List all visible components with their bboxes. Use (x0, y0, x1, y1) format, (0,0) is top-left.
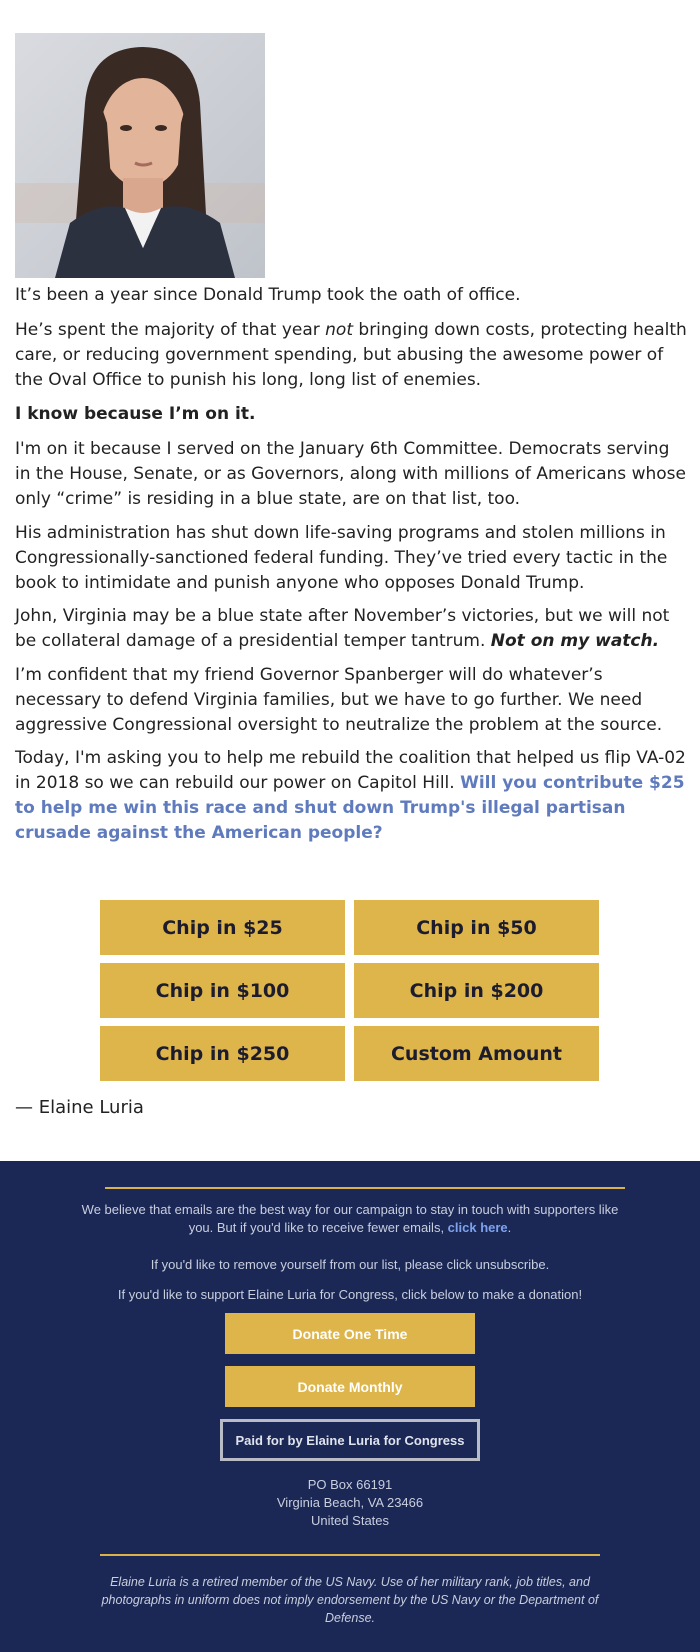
paragraph-intro-text: It’s been a year since Donald Trump took the oath of office. (15, 285, 521, 305)
donate-one-time-button[interactable]: Donate One Time (225, 1313, 475, 1354)
footer-bottom-rule (100, 1554, 600, 1556)
paragraph-ask-text: Today, I'm asking you to help me rebuild the coalition that helped us flip VA-02 in 2018 so we can rebuild our power on Capitol Hill. (15, 748, 686, 793)
fewer-emails-period: . (507, 1220, 512, 1235)
support-notice: If you'd like to support Elaine Luria for Congress, click below to make a donation! (117, 1287, 583, 1302)
chip-in-200-button[interactable]: Chip in $200 (354, 963, 599, 1018)
click-here-link[interactable]: click here (447, 1220, 508, 1235)
paragraph-on-list (15, 402, 687, 427)
footer (0, 1161, 700, 1652)
paragraph-majority-emphasis: not (325, 320, 353, 340)
paragraph-majority (15, 318, 687, 393)
address-line-3: United States (310, 1513, 390, 1528)
fewer-emails-text: We believe that emails are the best way for our campaign to stay in touch with supporters like you. But if you'd like to receive fewer emails, (81, 1202, 619, 1235)
paid-for-disclaimer: Paid for by Elaine Luria for Congress (220, 1419, 480, 1461)
paragraph-administration-text: His administration has shut down life-saving programs and stolen millions in Congressionally-sanctioned federal funding. They’ve tried every tactic in the book to intimidate and punish anyone who opposes Donald Trump. (15, 523, 668, 593)
chip-in-25-button[interactable]: Chip in $25 (100, 900, 345, 955)
paragraph-spanberger-text: I’m confident that my friend Governor Spanberger will do whatever’s necessary to defend Virginia families, but we have to go further. We need aggressive Congressional oversight to neutralize the problem at the source. (15, 665, 663, 735)
paragraph-committee (15, 437, 687, 512)
paragraph-ask (15, 746, 687, 846)
paragraph-majority-text-b: bringing down costs, protecting health care, or reducing government spending, but abusing the awesome power of the Oval Office to punish his long, long list of enemies. (15, 320, 687, 390)
signature: — Elaine Luria (15, 1097, 144, 1118)
paragraph-on-list-text: I know because I’m on it. (15, 404, 256, 424)
footer-top-rule (105, 1187, 625, 1189)
paragraph-majority-text-a: He’s spent the majority of that year (15, 320, 326, 340)
address-line-1: PO Box 66191 (307, 1477, 393, 1492)
paragraph-virginia-text: John, Virginia may be a blue state after November’s victories, but we will not be collateral damage of a presidential temper tantrum. (15, 606, 670, 651)
unsubscribe-notice: If you'd like to remove yourself from our list, please click unsubscribe. (150, 1257, 550, 1272)
custom-amount-button[interactable]: Custom Amount (354, 1026, 599, 1081)
address-line-2: Virginia Beach, VA 23466 (276, 1495, 424, 1510)
paragraph-intro (15, 283, 687, 308)
chip-in-250-button[interactable]: Chip in $250 (100, 1026, 345, 1081)
paragraph-virginia-emphasis: Not on my watch. (490, 631, 660, 651)
donate-monthly-button[interactable]: Donate Monthly (225, 1366, 475, 1407)
fewer-emails-notice (0, 1201, 700, 1237)
portrait-photo (15, 33, 265, 278)
military-disclaimer: Elaine Luria is a retired member of the US Navy. Use of her military rank, job titles, and photographs in uniform does not imply endorsement by the US Navy or the Department of Defense. (101, 1575, 599, 1625)
paragraph-virginia (15, 604, 687, 654)
paragraph-committee-text: I'm on it because I served on the January 6th Committee. Democrats serving in the House, Senate, or as Governors, along with millions of Americans whose only “crime” is residing in a blue state, are on that list, too. (15, 439, 686, 509)
chip-in-50-button[interactable]: Chip in $50 (354, 900, 599, 955)
paragraph-spanberger (15, 663, 687, 738)
contribute-link[interactable]: Will you contribute $25 to help me win this race and shut down Trump's illegal partisan crusade against the American people? (15, 773, 685, 843)
paragraph-administration (15, 521, 687, 596)
chip-in-100-button[interactable]: Chip in $100 (100, 963, 345, 1018)
